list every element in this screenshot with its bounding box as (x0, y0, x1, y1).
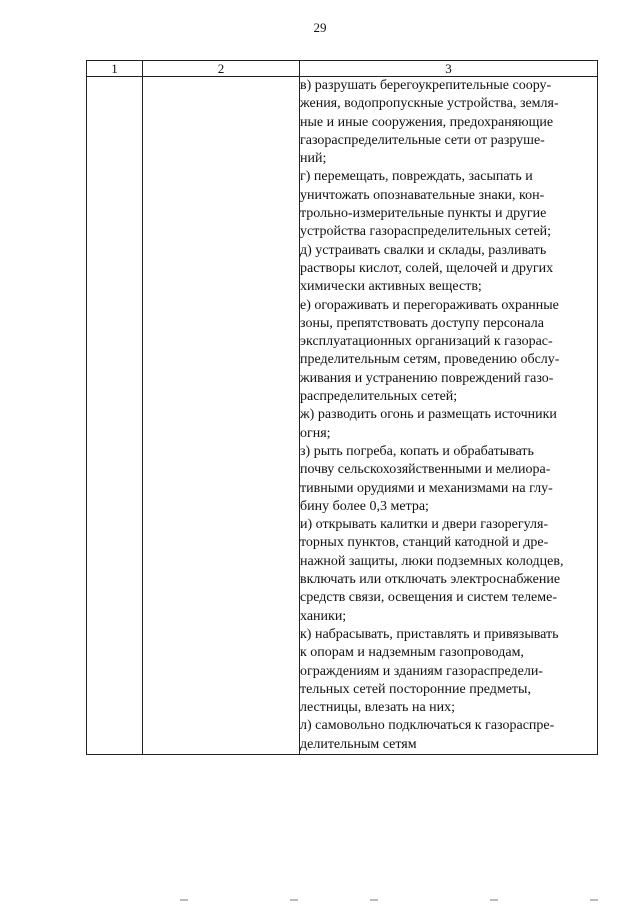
column-header-1: 1 (87, 61, 143, 77)
text-line: уничтожать опознавательные знаки, кон- (300, 187, 545, 203)
cell-col3-text (300, 77, 598, 755)
text-line: з) рыть погреба, копать и обрабатывать (300, 443, 534, 459)
text-line: к опорам и надземным газопроводам, (300, 645, 524, 661)
text-line: тивными орудиями и механизмами на глу- (300, 480, 553, 496)
table-row (87, 77, 598, 755)
text-line: лестницы, влезать на них; (300, 700, 456, 716)
text-line: средств связи, освещения и систем телеме- (300, 590, 558, 606)
cell-col2-empty (143, 77, 300, 755)
text-line: эксплуатационных организаций к газорас- (300, 334, 553, 350)
text-line: трольно-измерительные пункты и другие (300, 206, 547, 222)
text-line: растворы кислот, солей, щелочей и других (300, 260, 554, 276)
text-line: и) открывать калитки и двери газорегуля- (300, 517, 549, 533)
text-line: д) устраивать свалки и склады, разливать (300, 242, 547, 258)
cell-col1-empty (87, 77, 143, 755)
text-line: пределительным сетям, проведению обслу- (300, 352, 560, 368)
text-line: ограждениям и зданиям газораспредели- (300, 663, 543, 679)
text-line: зоны, препятствовать доступу персонала (300, 315, 544, 331)
text-line: ные и иные сооружения, предохраняющие (300, 114, 554, 130)
text-line: делительным сетям (300, 736, 417, 752)
page-number: 29 (313, 20, 327, 35)
text-line: жения, водопропускные устройства, земля- (300, 96, 559, 112)
text-line: живания и устранению повреждений газо- (300, 370, 554, 386)
scan-artifact-marks (170, 899, 610, 903)
text-line: тельных сетей посторонние предметы, (300, 681, 531, 697)
text-line: газораспределительные сети от разруше- (300, 132, 545, 148)
text-line: ж) разводить огонь и размещать источники (300, 407, 557, 423)
text-line: ханики; (300, 608, 347, 624)
text-line: бину более 0,3 метра; (300, 498, 429, 514)
column-header-2: 2 (143, 61, 300, 77)
text-line: химически активных веществ; (300, 279, 482, 295)
text-line: ний; (300, 151, 327, 167)
text-line: почву сельскохозяйственными и мелиора- (300, 462, 551, 478)
document-table (86, 60, 598, 755)
text-line: к) набрасывать, приставлять и привязывать (300, 626, 559, 642)
text-line: включать или отключать электроснабжение (300, 572, 561, 588)
table-header-row (87, 61, 598, 77)
text-line: торных пунктов, станций катодной и дре- (300, 535, 549, 551)
text-line: нажной защиты, люки подземных колодцев, (300, 553, 564, 569)
text-line: распределительных сетей; (300, 389, 458, 405)
text-line: г) перемещать, повреждать, засыпать и (300, 169, 533, 185)
text-line: л) самовольно подключаться к газораспре- (300, 718, 555, 734)
text-line: е) огораживать и перегораживать охранные (300, 297, 559, 313)
column-header-3: 3 (300, 61, 598, 77)
text-line: в) разрушать берегоукрепительные соору- (300, 78, 552, 93)
text-line: устройства газораспределительных сетей; (300, 224, 552, 240)
text-line: огня; (300, 425, 331, 441)
